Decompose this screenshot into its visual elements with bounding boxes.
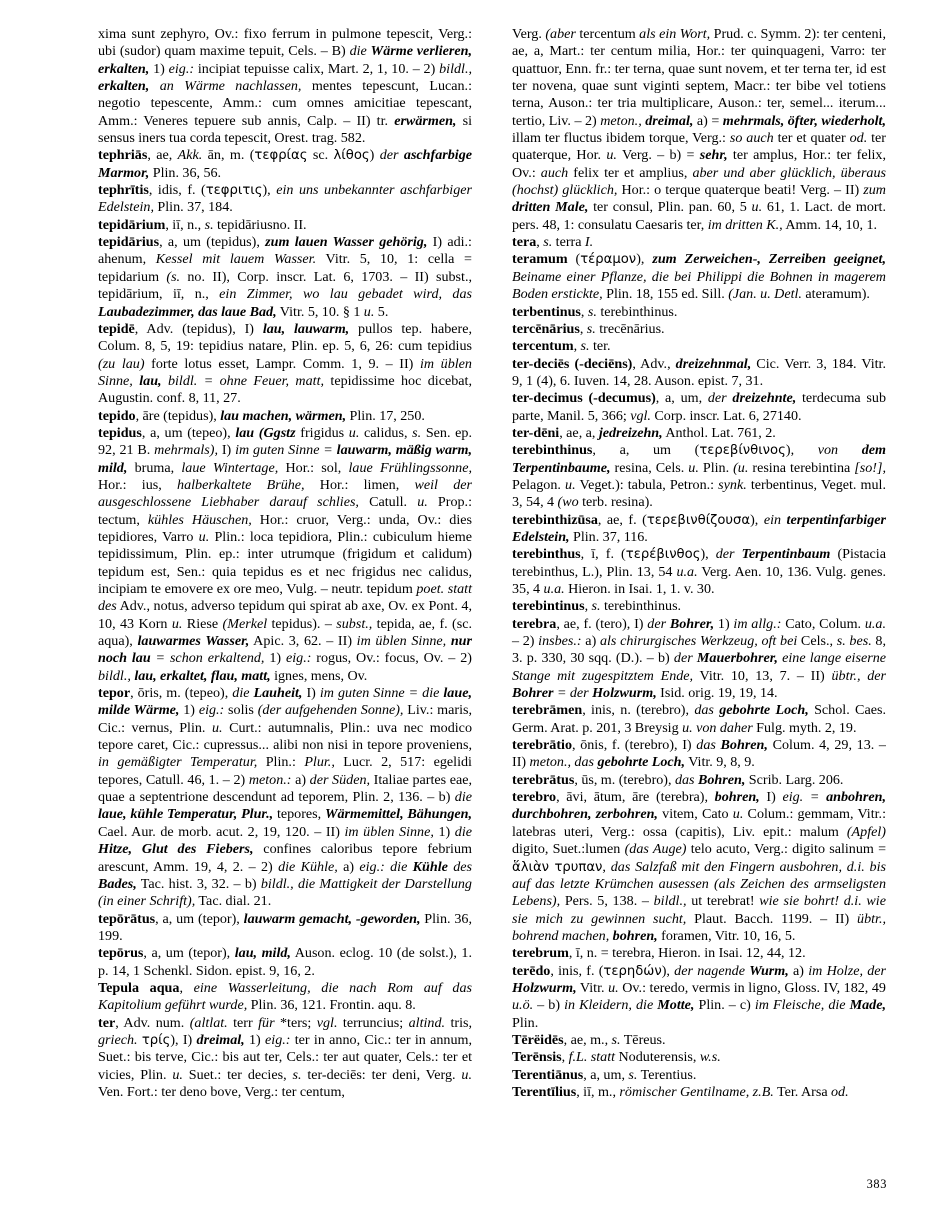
dictionary-entry: teramum (τέραμον), zum Zerweichen-, Zerreiben geeignet, Beiname einer Pflanze, die bei Philippi die Bohnen in magerem Boden erstickte, Plin. 18, 155 ed. Sill. (Jan. u. Detl. ateramum). bbox=[512, 251, 886, 303]
dictionary-entry: tepidus, a, um (tepeo), lau (Ggstz frigidus u. calidus, s. Sen. ep. 92, 21 B. mehrmals), I) im guten Sinne = lauwarm, mäßig warm, mild, bruma, laue Wintertage, Hor.: sol, laue Frühlingssonne, Hor.: ius, halberkaltete Brühe, Hor.: limen, weil der ausgeschlossene Liebhaber darauf schlies, Catull. u. Prop.: tectum, kühles Häuschen, Hor.: cruor, Verg.: unda, Ov.: dies tepidiores, Varro u. Plin.: loca tepidiora, Plin.: cubiculum hieme tepidissimum, Plin. ep.: inter utrumque (frigidum et calidum) tepidum est, Sen.: quia tepidus es et nec frigidus nec calidus, incipiam te emovere ex ore meo, Vulg. – neutr. tepidum poet. statt des Adv., notus, adverso tepidum qui spirat ab axe, Ov. ex Pont. 4, 10, 43 Korn u. Riese (Merkel tepidus). – subst., tepida, ae, f. (sc. aqua), lauwarmes Wasser, Apic. 3, 62. – II) im üblen Sinne, nur noch lau = schon erkaltend, 1) eig.: rogus, Ov.: focus, Ov. – 2) bildl., lau, erkaltet, flau, matt, ignes, mens, Ov. bbox=[98, 424, 473, 684]
page-number: 383 bbox=[866, 1177, 887, 1191]
dictionary-entry: terebrātus, ūs, m. (terebro), das Bohren, Scrib. Larg. 206. bbox=[512, 771, 844, 788]
dictionary-entry: tepidārius, a, um (tepidus), zum lauen Wasser gehörig, I) adi.: ahenum, Kessel mit lauem Wasser. Vitr. 5, 10, 1: cella = tepidarium (s. no. II), Corp. inscr. Lat. 6, 1703. – II) subst., tepidārium, iī, n., ein Zimmer, wo lau gebadet wird, das Laubadezimmer, das laue Bad, Vitr. 5, 10. § 1 u. 5. bbox=[98, 234, 473, 320]
dictionary-entry: terēdo, inis, f. (τερηδών), der nagende Wurm, a) im Holze, der Holzwurm, Vitr. u. Ov.: teredo, vermis in ligno, Gloss. IV, 182, 49 u.ö. – b) in Kleidern, die Motte, Plin. – c) im Fleische, die Made, Plin. bbox=[512, 962, 887, 1031]
dictionary-entry: terebrātio, ōnis, f. (terebro), I) das Bohren, Colum. 4, 29, 13. – II) meton., das gebohrte Loch, Vitr. 9, 8, 9. bbox=[512, 737, 886, 771]
right-column bbox=[512, 26, 886, 1101]
dictionary-entry: tepōrātus, a, um (tepor), lauwarm gemacht, -geworden, Plin. 36, 199. bbox=[98, 910, 472, 944]
dictionary-entry: terebintinus, s. terebinthinus. bbox=[512, 598, 682, 615]
dictionary-entry: tercēnārius, s. trecēnārius. bbox=[512, 320, 665, 337]
dictionary-entry: tephrītis, idis, f. (τεφριτις), ein uns unbekannter aschfarbiger Edelstein, Plin. 37, 184. bbox=[98, 182, 473, 216]
dictionary-entry: terebrāmen, inis, n. (terebro), das gebohrte Loch, Schol. Caes. Germ. Arat. p. 201, 3 Breysig u. von daher Fulg. myth. 2, 19. bbox=[512, 702, 886, 736]
dictionary-entry: ter, Adv. num. (altlat. terr für *ters; vgl. terruncius; altind. tris, griech. τρίς), I) dreimal, 1) eig.: ter in anno, Cic.: ter in annum, Suet.: bis terve, Cic.: bis aut ter, Cels.: ter aut quater, Cels.: ter et vicies, Plin. u. Suet.: ter decies, s. ter-deciēs: ter deni, Verg. u. Ven. Fort.: ter deno bove, Verg.: ter centum, bbox=[98, 1014, 472, 1100]
dictionary-entry: terebinthus, ī, f. (τερέβινθος), der Terpentinbaum (Pistacia terebinthus, L.), Plin. 13, 54 u.a. Verg. Aen. 10, 136. Vulg. genes. 35, 4 u.a. Hieron. in Isai. 1, 1. v. 30. bbox=[512, 546, 886, 597]
dictionary-entry: terebro, āvi, ātum, āre (terebra), bohren, I) eig. = anbohren, durchbohren, zerbohren, vitem, Cato u. Colum.: gemmam, Vitr.: latebras uteri, Verg.: ossa (capitis), Liv. epit.: malum (Apfel) digito, Suet.:lumen (das Auge) telo acuto, Verg.: digito salinum = ἅλιὰν τρυπαν, das Salzfaß mit den Fingern ausbohren, d.i. bis auf das letzte Krümchen ausessen (als Zeichen des armseligsten Lebens), Pers. 5, 138. – bildl., ut terebrat! wie sie bohrt! d.i. wie sie mich zu gewinnen sucht, Plaut. Bacch. 1199. – II) übtr., bohrend machen, bohren, foramen, Vitr. 10, 16, 5. bbox=[512, 789, 887, 944]
dictionary-entry: terbentinus, s. terebinthinus. bbox=[512, 303, 678, 320]
dictionary-entry: tepidārium, iī, n., s. tepidāriusno. II. bbox=[98, 216, 307, 233]
dictionary-entry: tephriās, ae, Akk. ān, m. (τεφρίας sc. λίθος) der aschfarbige Marmor, Plin. 36, 56. bbox=[98, 147, 473, 181]
dictionary-entry: Tepula aqua, eine Wasserleitung, die nach Rom auf das Kapitolium geführt wurde, Plin. 36, 121. Frontin. aqu. 8. bbox=[98, 979, 472, 1014]
dictionary-entry: terebrum, ī, n. = terebra, Hieron. in Isai. 12, 44, 12. bbox=[512, 945, 806, 962]
dictionary-entry: terebinthizūsa, ae, f. (τερεβινθίζουσα), ein terpentinfarbiger Edelstein, Plin. 37, 116. bbox=[512, 511, 886, 545]
dictionary-entry: tepor, ōris, m. (tepeo), die Lauheit, I) im guten Sinne = die laue, milde Wärme, 1) eig.: solis (der aufgehenden Sonne), Liv.: maris, Cic.: vernus, Plin. u. Curt.: autumnalis, Plin.: uva nec modico tepore caret, Cic.: cupressus... alibi non nisi in tepore proveniens, in gemäßigter Temperatur, Plin.: Plur., Lucr. 2, 517: egelidi tepores, Catull. 46, 1. – 2) meton.: a) der Süden, Italiae partes eae, quae a septentrione descendunt ad teporem, Plin. 2, 136. – b) die laue, kühle Temperatur, Plur., tepores, Wärmemittel, Bähungen, Cael. Aur. de morb. acut. 2, 19, 120. – II) im üblen Sinne, 1) die Hitze, Glut des Fiebers, confines caloribus tepore febrium arescunt, Amm. 19, 4, 2. – 2) die Kühle, a) eig.: die Kühle des Bades, Tac. hist. 3, 32. – b) bildl., die Mattigkeit der Darstellung (in einer Schrift), Tac. dial. 21. bbox=[98, 685, 473, 910]
left-column bbox=[98, 26, 472, 1101]
dictionary-entry: ter-deciēs (-deciēns), Adv., dreizehnmal, Cic. Verr. 3, 184. Vitr. 9, 1 (4), 6. Iuven. 14, 28. Auson. epist. 7, 31. bbox=[512, 355, 886, 389]
dictionary-entry: Terentīlius, iī, m., römischer Gentilname, z.B. Ter. Arsa od. bbox=[512, 1083, 849, 1100]
dictionary-entry: Tērëidēs, ae, m., s. Tēreus. bbox=[512, 1031, 666, 1048]
dictionary-entry: Terentiānus, a, um, s. Terentius. bbox=[512, 1066, 697, 1083]
dictionary-entry: tera, s. terra I. bbox=[512, 234, 594, 251]
dictionary-entry: Terēnsis, f.L. statt Noduterensis, w.s. bbox=[512, 1049, 721, 1066]
dictionary-entry: terebra, ae, f. (tero), I) der Bohrer, 1) im allg.: Cato, Colum. u.a. – 2) insbes.: a) als chirurgisches Werkzeug, oft bei Cels., s. bes. 8, 3. p. 330, 30 sqq. (D.). – b) der Mauerbohrer, eine lange eiserne Stange mit zugespitztem Ende, Vitr. 10, 13, 7. – II) übtr., der Bohrer = der Holzwurm, Isid. orig. 19, 19, 14. bbox=[512, 615, 887, 702]
dictionary-entry: tepidē, Adv. (tepidus), I) lau, lauwarm, pullos tep. habere, Colum. 8, 5, 19: tepidius natare, Plin. ep. 5, 6, 26: cum tepidius (zu lau) forte lotus esset, Lampr. Comm. 1, 9. – II) im üblen Sinne, lau, bildl. = ohne Feuer, matt, tepidissime hoc dicebat, Augustin. conf. 8, 11, 27. bbox=[98, 320, 473, 407]
dictionary-entry: terebinthinus, a, um (τερεβίνθινος), von dem Terpentinbaume, resina, Cels. u. Plin. (u. resina terebintina [so!], Pelagon. u. Veget.): tabula, Petron.: synk. terbentinus, Veget. mul. 3, 54, 4 (wo terb. resina). bbox=[512, 442, 886, 511]
dictionary-entry: tercentum, s. ter. bbox=[512, 338, 611, 355]
dictionary-entry: tepōrus, a, um (tepor), lau, mild, Auson. eclog. 10 (de solst.), 1. p. 14, 1 Schenkl. Sidon. epist. 9, 16, 2. bbox=[98, 945, 472, 979]
dictionary-entry: ter-decimus (-decumus), a, um, der dreizehnte, terdecuma sub parte, Manil. 5, 366; vgl. Corp. inscr. Lat. 6, 27140. bbox=[512, 390, 886, 424]
page-columns bbox=[98, 26, 887, 1101]
entry-continuation: Verg. (aber tercentum als ein Wort, Prud. c. Symm. 2): ter centeni, ae, a, Mart.: ter centum milia, Hor.: ter quinquageni, Varro: ter quattuor, Enn. fr.: ter terna, quae sunt novem, et ter terna ter, id est ter novena, quae sunt viginti septem, Macr.: ter bibe vel totiens terna, Auson.: ter tria multiplicare, Auson.: ter, semel... iterum... tertio, Liv. – 2) meton., dreimal, a) = mehrmals, öfter, wiederholt, illam ter fluctus ibidem torque, Verg.: so auch ter et quater od. ter quaterque, Hor. u. Verg. – b) = sehr, ter amplus, Hor.: ter felix, Ov.: auch felix ter et amplius, aber und aber glücklich, überaus (hochst) glücklich, Hor.: o terque quaterque beati! Verg. – II) zum dritten Male, ter consul, Plin. pan. 60, 5 u. 61, 1. Lact. de mort. pers. 48, 1: consulatu Caesaris ter, im dritten K., Amm. 14, 10, 1. bbox=[512, 26, 887, 233]
dictionary-entry: tepido, āre (tepidus), lau machen, wärmen, Plin. 17, 250. bbox=[98, 407, 425, 424]
entry-continuation: xima sunt zephyro, Ov.: fixo ferrum in pulmone tepescit, Verg.: ubi (sudor) quam maxime tepuit, Cels. – B) die Wärme verlieren, erkalten, 1) eig.: incipiat tepuisse calix, Mart. 2, 1, 10. – 2) bildl., erkalten, an Wärme nachlassen, mentes tepescunt, Lucan.: negotio tepescente, Amm.: cum omnes amicitiae tepescant, Amm.: Veneres tepuere sub annis, Calp. – II) tr. erwärmen, si sensus iners tua corda tepescit, Orest. trag. 582. bbox=[98, 26, 473, 147]
dictionary-entry: ter-dēni, ae, a, jedreizehn, Anthol. Lat. 761, 2. bbox=[512, 424, 776, 441]
